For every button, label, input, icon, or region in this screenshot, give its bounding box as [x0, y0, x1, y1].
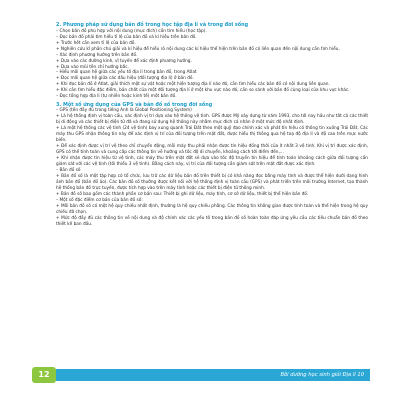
text-column: [56, 22, 368, 227]
paragraph: + Để xác định được vị trí vệ theo chỉ chuyển động, mỗi máy thu phải nhận được tín hiệu đồng thời của ít nhất 3 vệ tinh. Khi vị trí được xác định, GPS có thể tính toán và cung cấp các thông tin về hướng và tốc độ di chuyển, khoảng cách tới điểm đến,...: [56, 144, 368, 156]
paragraph: – Chọn bản đồ phù hợp với nội dung (mục đích) cần tìm hiểu (học tập).: [56, 28, 207, 34]
paragraph: + Bản đồ số bao gồm các thành phần cơ bản sau: Thiết bị ghi dữ liệu, máy tính, cơ sở dữ liệu, thiết bị thể hiện bản đồ.: [56, 191, 309, 197]
paragraph: + Là hệ thống định vị toàn cầu, xác định vị trí dựa vào hệ thống vệ tinh. GPS được Mỹ xây dựng từ năm 1993, cho tới nay hầu như tất cả các thiết bị di động và các thiết bị điện tử đã và đang sử dụng hệ thống này nhằm mục đích cá nhân ở một mức độ nhất định.: [56, 114, 368, 126]
paragraph: + Là một hệ thống các vệ tinh (24 vệ tinh) bay xung quanh Trái Đất theo một quỹ đạo chính xác và phát tín hiệu có thông tin xuống Trái Đất. Các máy thu GPS nhận thông tin này để xác định vị trí của đối tượng trên mặt đất, được hiểu thị thông qua hệ toạ độ địa lí và độ cao trên mực nước biển.: [56, 126, 368, 144]
page-number-badge: 12: [32, 367, 56, 383]
paragraph: – Hiểu mối quan hệ giữa các yếu tố địa lí trong bản đồ, trong Atlat: [56, 70, 197, 76]
paragraph: + Mỗi bản đồ số có một hệ quy chiếu nhất định, thường là hệ quy chiếu phẳng. Các thông tin không gian được tính toán và thể hiện trong hệ quy chiếu đã chọn.: [56, 203, 368, 215]
footer-book-title: Bồi dưỡng học sinh giỏi Địa lí 10: [280, 372, 364, 378]
paragraph: – Bản đồ số: [56, 167, 81, 173]
paragraph: – Xác định phương hướng trên bản đồ.: [56, 52, 138, 58]
paragraph: + Khi đọc bản đồ ở Atlat, giải thích một sự vật hoặc một hiện tượng địa lí nào đó, cần tìm hiểu các bản đồ có nội dung liên quan.: [56, 82, 330, 88]
paragraph: + Bản đồ số là một tập hợp có tổ chức, lưu trữ các dữ liệu bản đồ trên thiết bị có khả năng đọc bằng máy tính và được thể hiện dưới dạng hình ảnh bản đồ (bản đồ ảo). Các bản đồ số thường được kết nối với hệ thống định vị toàn cầu (GPS) và phát triển trên môi trường Internet, tạo thành hệ thống bản đồ trực tuyến, được tích hợp vào trên máy tính hoặc các thiết bị điện tử thông minh.: [56, 173, 368, 191]
paragraph: + Dựa vào các đường kinh, vĩ tuyến để xác định phương hướng.: [56, 58, 192, 64]
paragraph: + Khi cần tìm hiểu đặc điểm, bản chất của một đối tượng địa lí ở một khu vực nào đó, cần so sánh với bản đồ cùng loại của khu vực khác.: [56, 88, 350, 94]
paragraph: + Nghiên cứu kĩ phần chú giải và kí hiệu để hiểu rõ nội dung các kí hiệu thể hiện trên bản đồ có liên quan đến nội dung cần tìm hiểu.: [56, 46, 340, 52]
paragraph: + Đọc mối quan hệ giữa các dấu hiệu (đối tượng địa lí) ở bản đồ.: [56, 76, 194, 82]
paragraph: – Đọc tổng hợp địa lí (tự nhiên hoặc kinh tế) một bản đồ.: [56, 94, 177, 100]
paragraph: – Đọc bản đồ phải tìm hiểu tỉ lệ của bản đồ và kí hiệu trên bản đồ.: [56, 34, 197, 40]
paragraph: – GPS (tên đầy đủ trong tiếng Anh là Global Positioning System): [56, 108, 192, 114]
paragraph: + Khi nhận được tín hiệu từ vệ tinh, các máy thu trên mặt đất sẽ dựa vào tốc độ truyền tín hiệu để tính toán khoảng cách giữa đối tượng cần giám sát với các vệ tinh (tối thiểu 3 vệ tinh). Bằng cách này, vị trí của đối tượng cần giám sát trên mặt đất được xác định.: [56, 156, 368, 167]
paragraph: – Một số đặc điểm cơ bản của bản đồ số:: [56, 197, 143, 203]
paragraph: + Trước hết cần xem tỉ lệ của bản đồ.: [56, 40, 136, 46]
section-heading-map-methods: 2. Phương pháp sử dụng bản đồ trong học tập địa lí và trong đời sống: [56, 22, 249, 28]
section-heading-gps-digital-map: 3. Một số ứng dụng của GPS và bản đồ số trong đời sống: [56, 101, 213, 108]
paragraph: + Dựa vào mũi tên chỉ hướng bắc.: [56, 64, 129, 70]
paragraph: + Mức độ đầy đủ các thông tin về nội dung và độ chính xác các yếu tố trong bản đồ số hoàn toàn đáp ứng yêu cầu các tiêu chuẩn bản đồ theo thiết kế ban đầu.: [56, 215, 368, 227]
